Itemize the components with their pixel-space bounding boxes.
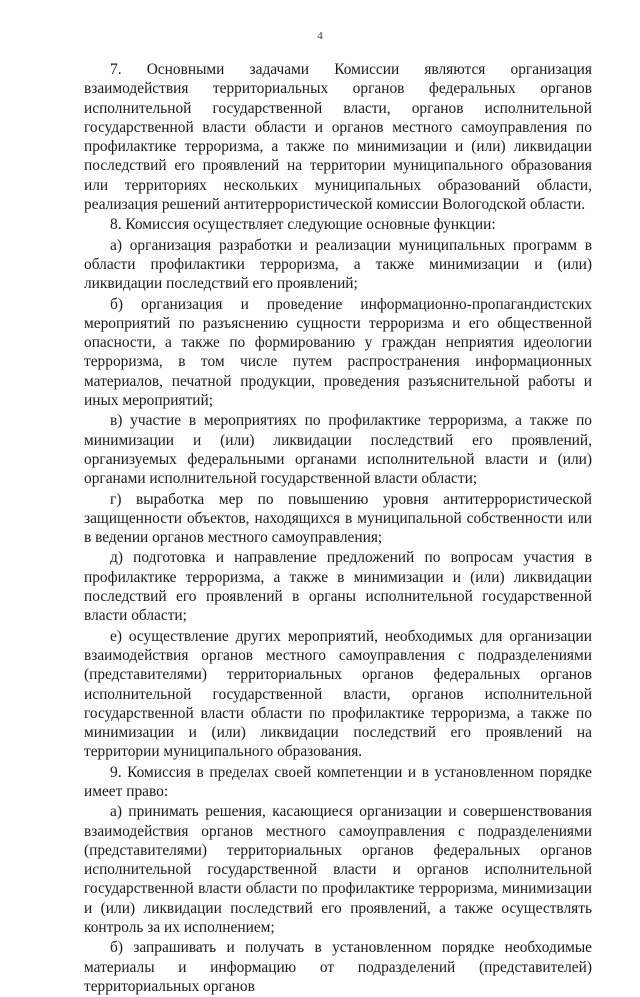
paragraph-9-rights-heading: 9. Комиссия в пределах своей компетенции и в установленном порядке имеет право: (84, 763, 592, 800)
paragraph-8d: д) подготовка и направление предложений по вопросам участия в профилактике терроризма, а также в минимизации и (или) ликвидации последствий его проявлений в органы исполнительной государственной власти области; (84, 549, 592, 625)
paragraph-8g: г) выработка мер по повышению уровня антитеррористической защищенности объектов, находящихся в муниципальной собственности или в ведении органов местного самоуправления; (84, 490, 592, 547)
paragraph-8e: е) осуществление других мероприятий, необходимых для организации взаимодействия органов местного самоуправления с подразделениями (представителями) территориальных органов федеральных органов исполнительной государственной власти, органов исполнительной государственной власти области по профилактике терроризма, а также по минимизации и (или) ликвидации последствий его проявлений на территории муниципального образования. (84, 627, 592, 761)
paragraph-8a: а) организация разработки и реализации муниципальных программ в области профилактики терроризма, а также минимизации и (или) ликвидации последствий его проявлений; (84, 236, 592, 293)
paragraph-8-functions-heading: 8. Комиссия осуществляет следующие основные функции: (110, 216, 496, 234)
paragraph-8b: б) организация и проведение информационно-пропагандистских мероприятий по разъяснению сущности терроризма и его общественной опасности, а также по формированию у граждан неприятия идеологии терроризма, в том числе путем распространения информационных материалов, печатной продукции, проведения разъяснительной работы и иных мероприятий; (84, 295, 592, 410)
paragraph-9a: а) принимать решения, касающиеся организации и совершенствования взаимодействия органов местного самоуправления с подразделениями (представителями) территориальных органов федеральных органов исполнительной государственной власти и органов исполнительной государственной власти области по профилактике терроризма, минимизации и (или) ликвидации последствий его проявлений, а также осуществлять контроль за их исполнением; (84, 803, 592, 937)
paragraph-8v: в) участие в мероприятиях по профилактике терроризма, а также по минимизации и (или) ликвидации последствий его проявлений, организуемых федеральными органами исполнительной власти и (или) органами исполнительной государственной власти области; (84, 412, 592, 488)
page-number: 4 (317, 30, 323, 42)
paragraph-9b: б) запрашивать и получать в установленном порядке необходимые материалы и информацию от подразделений (представителей) территориальных органов (84, 939, 592, 995)
document-body (84, 60, 592, 997)
paragraph-7-tasks: 7. Основными задачами Комиссии являются организация взаимодействия территориальных органов федеральных органов исполнительной государственной власти, органов исполнительной государственной власти области и органов местного самоуправления по профилактике терроризма, а также по минимизации и (или) ликвидации последствий его проявлений на территории муниципального образования или территориях нескольких муниципальных образований области, реализация решений антитеррористической комиссии Вологодской области. (84, 61, 592, 214)
